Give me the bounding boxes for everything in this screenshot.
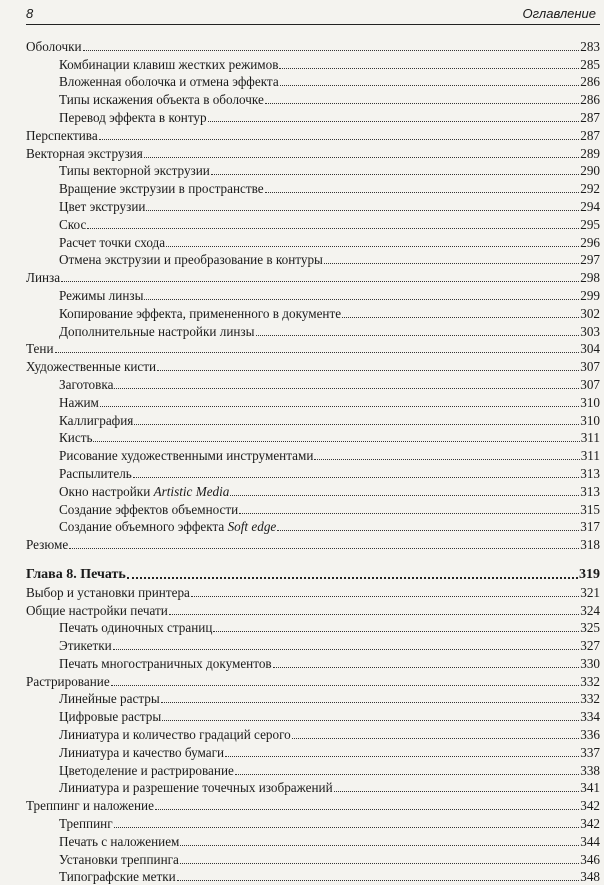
toc-page-number: 296: [580, 234, 600, 250]
toc-subsection[interactable]: [26, 743, 600, 761]
dot-leader: [342, 317, 579, 318]
dot-leader: [334, 791, 580, 792]
toc-entry-text: Типы искажения объекта в оболочке: [59, 92, 264, 108]
dot-leader: [279, 68, 579, 69]
toc-entry-text: Заготовка: [59, 376, 114, 392]
toc-entry-title: [59, 656, 272, 672]
dot-leader: [162, 720, 579, 721]
dot-leader: [155, 809, 579, 810]
toc-entry-text: Треппинг: [59, 816, 113, 832]
toc-subsection[interactable]: [26, 500, 600, 518]
toc-entry-title: [59, 235, 165, 251]
dot-leader: [69, 548, 579, 549]
toc-entry-text: Линиатура и качество бумаги: [59, 744, 225, 760]
toc-entry-text: Общие настройки печати: [26, 602, 168, 618]
toc-entry-text: Цифровые растры: [59, 709, 162, 725]
toc-page-number: 344: [580, 833, 600, 849]
toc-entry-text: Нажим: [59, 394, 99, 410]
toc-entry-title: [59, 199, 145, 215]
dot-leader: [99, 139, 580, 140]
toc-subsection[interactable]: [26, 304, 600, 322]
dot-leader: [180, 845, 579, 846]
toc-page-number: 315: [580, 501, 600, 517]
toc-page-number: 292: [580, 181, 600, 197]
toc-subsection[interactable]: [26, 215, 600, 233]
toc-entry-text: Линза: [26, 270, 61, 286]
toc-page-number: 310: [580, 412, 600, 428]
toc-subsection[interactable]: [26, 108, 600, 126]
toc-page-number: 342: [580, 798, 600, 814]
toc-entry-title: [59, 324, 255, 340]
toc-entry-title: [59, 780, 333, 796]
toc-entry-text: Растрирование: [26, 673, 110, 689]
toc-chapter[interactable]: [26, 565, 600, 583]
toc-page-number: 332: [580, 673, 600, 689]
toc-page-number: 307: [580, 359, 600, 375]
toc-entry-title: [59, 57, 278, 73]
toc-page-number: 327: [580, 638, 600, 654]
toc-entry-title: [59, 745, 224, 761]
toc-entry-title: [26, 603, 168, 619]
dot-leader: [177, 880, 579, 881]
toc-entry-text: Перспектива: [26, 127, 98, 143]
toc-page-number: 325: [580, 620, 600, 636]
toc-section[interactable]: [26, 601, 600, 619]
toc-entry-text: Режимы линзы: [59, 287, 144, 303]
toc-entry-title: [59, 92, 264, 108]
toc-subsection[interactable]: [26, 518, 600, 536]
toc-entry-title: [59, 181, 264, 197]
toc-entry-text: Установки треппинга: [59, 851, 179, 867]
toc-section[interactable]: [26, 583, 600, 601]
toc-page-number: 334: [580, 709, 600, 725]
toc-subsection[interactable]: [26, 464, 600, 482]
page-header: [26, 4, 600, 25]
toc-page-number: 341: [580, 780, 600, 796]
toc-page-number: 283: [580, 38, 600, 54]
toc-entry-text: Художественные кисти: [26, 359, 157, 375]
dot-leader: [208, 121, 580, 122]
dot-leader: [239, 513, 579, 514]
toc-subsection[interactable]: [26, 411, 600, 429]
toc-section[interactable]: [26, 672, 600, 690]
toc-subsection[interactable]: [26, 850, 600, 868]
toc-entry-title: [59, 484, 229, 500]
dot-leader: [191, 596, 579, 597]
toc-entry-text: Создание эффектов объемности: [59, 501, 239, 517]
toc-subsection[interactable]: [26, 636, 600, 654]
toc-entry-text: Оболочки: [26, 38, 82, 54]
toc-page-number: 330: [580, 655, 600, 671]
toc-entry-title: [59, 252, 323, 268]
toc-entry-text: Этикетки: [59, 638, 112, 654]
toc-entry-italic-term: Artistic Media: [153, 483, 230, 499]
dot-leader: [169, 614, 579, 615]
toc-page-number: 286: [580, 92, 600, 108]
dot-leader: [146, 210, 579, 211]
dot-leader: [87, 228, 579, 229]
toc-section[interactable]: [26, 796, 600, 814]
running-title: Оглавление: [522, 6, 596, 21]
toc-entry-text: Комбинации клавиш жестких режимов: [59, 56, 279, 72]
dot-leader: [225, 756, 579, 757]
toc-subsection[interactable]: [26, 779, 600, 797]
toc-entry-title: [59, 638, 112, 654]
dot-leader: [55, 352, 580, 353]
toc-page-number: 311: [580, 448, 600, 464]
toc-entry-text: Скос: [59, 216, 87, 232]
toc-entry-title: [59, 110, 207, 126]
toc-page-number: 336: [580, 727, 600, 743]
dot-leader: [265, 192, 580, 193]
toc-entry-title: [26, 146, 143, 162]
toc-page-number: 337: [580, 744, 600, 760]
dot-leader: [144, 157, 579, 158]
toc-page-number: 317: [580, 519, 600, 535]
dot-leader: [83, 50, 580, 51]
toc-page-number: 298: [580, 270, 600, 286]
toc-subsection[interactable]: [26, 73, 600, 91]
toc-subsection[interactable]: [26, 725, 600, 743]
toc-subsection[interactable]: [26, 654, 600, 672]
toc-entry-title: [26, 270, 60, 286]
toc-entry-text: Кисть: [59, 430, 93, 446]
toc-subsection[interactable]: [26, 90, 600, 108]
toc-entry-title: [59, 691, 160, 707]
toc-subsection[interactable]: [26, 197, 600, 215]
toc-page-number: 302: [580, 305, 600, 321]
toc-page-number: 324: [580, 602, 600, 618]
dot-leader: [93, 441, 579, 442]
toc-page-number: 287: [580, 127, 600, 143]
toc-entry-text: Рисование художественными инструментами: [59, 448, 314, 464]
toc-page-number: 286: [580, 74, 600, 90]
toc-entry-text: Резюме: [26, 537, 69, 553]
toc-entry-text: Распылитель: [59, 465, 132, 481]
dot-leader: [273, 667, 580, 668]
toc-entry-title: [59, 163, 210, 179]
toc-entry-title: [59, 413, 133, 429]
toc-entry-text: Создание объемного эффекта: [59, 519, 225, 535]
toc-entry-text: Печать многостраничных документов: [59, 655, 272, 671]
toc-entry-title: [59, 217, 86, 233]
toc-entry-text: Копирование эффекта, примененного в документе: [59, 305, 342, 321]
table-of-contents: [26, 37, 600, 885]
toc-entry-title: [26, 39, 82, 55]
dot-leader: [166, 246, 579, 247]
toc-entry-text: Выбор и установки принтера: [26, 584, 190, 600]
dot-leader: [277, 530, 579, 531]
dot-leader: [157, 370, 579, 371]
toc-subsection[interactable]: [26, 429, 600, 447]
toc-page-number: 307: [580, 376, 600, 392]
toc-entry-title: [26, 128, 98, 144]
dot-leader: [256, 335, 580, 336]
toc-entry-title: [26, 567, 126, 583]
toc-entry-title: [26, 359, 156, 375]
dot-leader: [161, 702, 580, 703]
toc-entry-title: [59, 306, 341, 322]
dot-leader: [100, 406, 579, 407]
toc-subsection[interactable]: [26, 322, 600, 340]
toc-entry-text: Печать одиночных страниц: [59, 620, 213, 636]
dot-leader: [127, 577, 578, 579]
toc-entry-text: Векторная экструзия: [26, 145, 143, 161]
toc-section[interactable]: [26, 535, 600, 553]
chapter-gap: [26, 553, 600, 565]
toc-entry-text: Типы векторной экструзии: [59, 163, 210, 179]
toc-subsection[interactable]: [26, 619, 600, 637]
dot-leader: [61, 281, 579, 282]
toc-entry-title: [59, 852, 179, 868]
toc-entry-text: Перевод эффекта в контур: [59, 109, 207, 125]
toc-entry-text: Отмена экструзии и преобразование в контуры: [59, 252, 323, 268]
toc-subsection[interactable]: [26, 393, 600, 411]
toc-entry-text: Треппинг и наложение: [26, 798, 154, 814]
toc-entry-text: Вложенная оболочка и отмена эффекта: [59, 74, 279, 90]
toc-entry-title: [59, 430, 92, 446]
toc-entry-text: Вращение экструзии в пространстве: [59, 181, 264, 197]
toc-subsection[interactable]: [26, 832, 600, 850]
toc-entry-text: Цветоделение и растрирование: [59, 762, 234, 778]
toc-entry-title: [59, 448, 313, 464]
toc-entry-text: Линиатура и количество градаций серого: [59, 727, 291, 743]
dot-leader: [235, 774, 579, 775]
toc-page-number: 290: [580, 163, 600, 179]
toc-page-number: 332: [580, 691, 600, 707]
dot-leader: [114, 388, 579, 389]
toc-subsection[interactable]: [26, 233, 600, 251]
toc-page-number: 285: [580, 56, 600, 72]
toc-entry-title: [59, 709, 161, 725]
toc-entry-text: Окно настройки: [59, 483, 151, 499]
dot-leader: [111, 685, 580, 686]
toc-subsection[interactable]: [26, 251, 600, 269]
toc-page-number: 342: [580, 816, 600, 832]
toc-subsection[interactable]: [26, 162, 600, 180]
toc-entry-title: [26, 674, 110, 690]
dot-leader: [133, 477, 579, 478]
toc-entry-title: [26, 537, 68, 553]
toc-entry-italic-term: Soft edge: [227, 519, 277, 535]
toc-entry-title: [59, 869, 176, 885]
toc-subsection[interactable]: [26, 55, 600, 73]
toc-page-number: 303: [580, 323, 600, 339]
toc-entry-title: [59, 395, 99, 411]
dot-leader: [265, 103, 579, 104]
dot-leader: [280, 85, 580, 86]
toc-page-number: 294: [580, 198, 600, 214]
toc-page-number: 313: [580, 465, 600, 481]
dot-leader: [230, 495, 579, 496]
toc-entry-text: Типографские метки: [59, 869, 176, 885]
toc-section[interactable]: [26, 340, 600, 358]
toc-subsection[interactable]: [26, 286, 600, 304]
toc-section[interactable]: [26, 357, 600, 375]
toc-subsection[interactable]: [26, 868, 600, 885]
toc-entry-text: Дополнительные настройки линзы: [59, 323, 255, 339]
toc-entry-title: [59, 727, 291, 743]
toc-entry-title: [59, 74, 279, 90]
dot-leader: [113, 649, 580, 650]
toc-entry-title: [59, 620, 212, 636]
toc-page-number: 289: [580, 145, 600, 161]
toc-entry-text: Каллиграфия: [59, 412, 134, 428]
toc-section[interactable]: [26, 268, 600, 286]
toc-page-number: 321: [580, 584, 600, 600]
toc-section[interactable]: [26, 126, 600, 144]
toc-page-number: 310: [580, 394, 600, 410]
dot-leader: [292, 738, 579, 739]
toc-page-number: 287: [580, 109, 600, 125]
toc-entry-text: Глава 8. Печать: [26, 566, 126, 582]
toc-entry-title: [59, 288, 143, 304]
toc-subsection[interactable]: [26, 179, 600, 197]
toc-entry-title: [59, 519, 276, 535]
toc-page-number: 319: [579, 566, 600, 582]
page-number: 8: [26, 6, 34, 21]
dot-leader: [211, 174, 579, 175]
toc-entry-title: [59, 466, 132, 482]
toc-entry-text: Линейные растры: [59, 691, 160, 707]
toc-page-number: 318: [580, 537, 600, 553]
toc-entry-text: Линиатура и разрешение точечных изображений: [59, 780, 333, 796]
toc-entry-text: Расчет точки схода: [59, 234, 166, 250]
toc-page-number: 304: [580, 341, 600, 357]
toc-entry-title: [59, 502, 238, 518]
dot-leader: [144, 299, 579, 300]
toc-page-number: 297: [580, 252, 600, 268]
toc-subsection[interactable]: [26, 761, 600, 779]
toc-entry-text: Тени: [26, 341, 54, 357]
toc-subsection[interactable]: [26, 707, 600, 725]
dot-leader: [213, 631, 579, 632]
toc-subsection[interactable]: [26, 814, 600, 832]
toc-page-number: 348: [580, 869, 600, 885]
toc-page-number: 295: [580, 216, 600, 232]
toc-page-number: 313: [580, 483, 600, 499]
toc-subsection[interactable]: [26, 375, 600, 393]
toc-section[interactable]: [26, 144, 600, 162]
toc-entry-title: [26, 585, 190, 601]
toc-page-number: 346: [580, 851, 600, 867]
toc-entry-text: Цвет экструзии: [59, 198, 146, 214]
toc-entry-title: [59, 377, 113, 393]
toc-entry-title: [59, 816, 113, 832]
toc-subsection[interactable]: [26, 690, 600, 708]
dot-leader: [134, 424, 579, 425]
toc-entry-title: [59, 834, 179, 850]
toc-page-number: 338: [580, 762, 600, 778]
dot-leader: [314, 459, 579, 460]
toc-page-number: 311: [580, 430, 600, 446]
toc-subsection[interactable]: [26, 446, 600, 464]
dot-leader: [180, 863, 579, 864]
toc-section[interactable]: [26, 37, 600, 55]
dot-leader: [324, 263, 579, 264]
toc-subsection[interactable]: [26, 482, 600, 500]
toc-entry-text: Печать с наложением: [59, 833, 180, 849]
toc-page-number: 299: [580, 287, 600, 303]
toc-entry-title: [26, 798, 154, 814]
toc-entry-title: [59, 763, 234, 779]
dot-leader: [114, 827, 580, 828]
toc-entry-title: [26, 341, 54, 357]
